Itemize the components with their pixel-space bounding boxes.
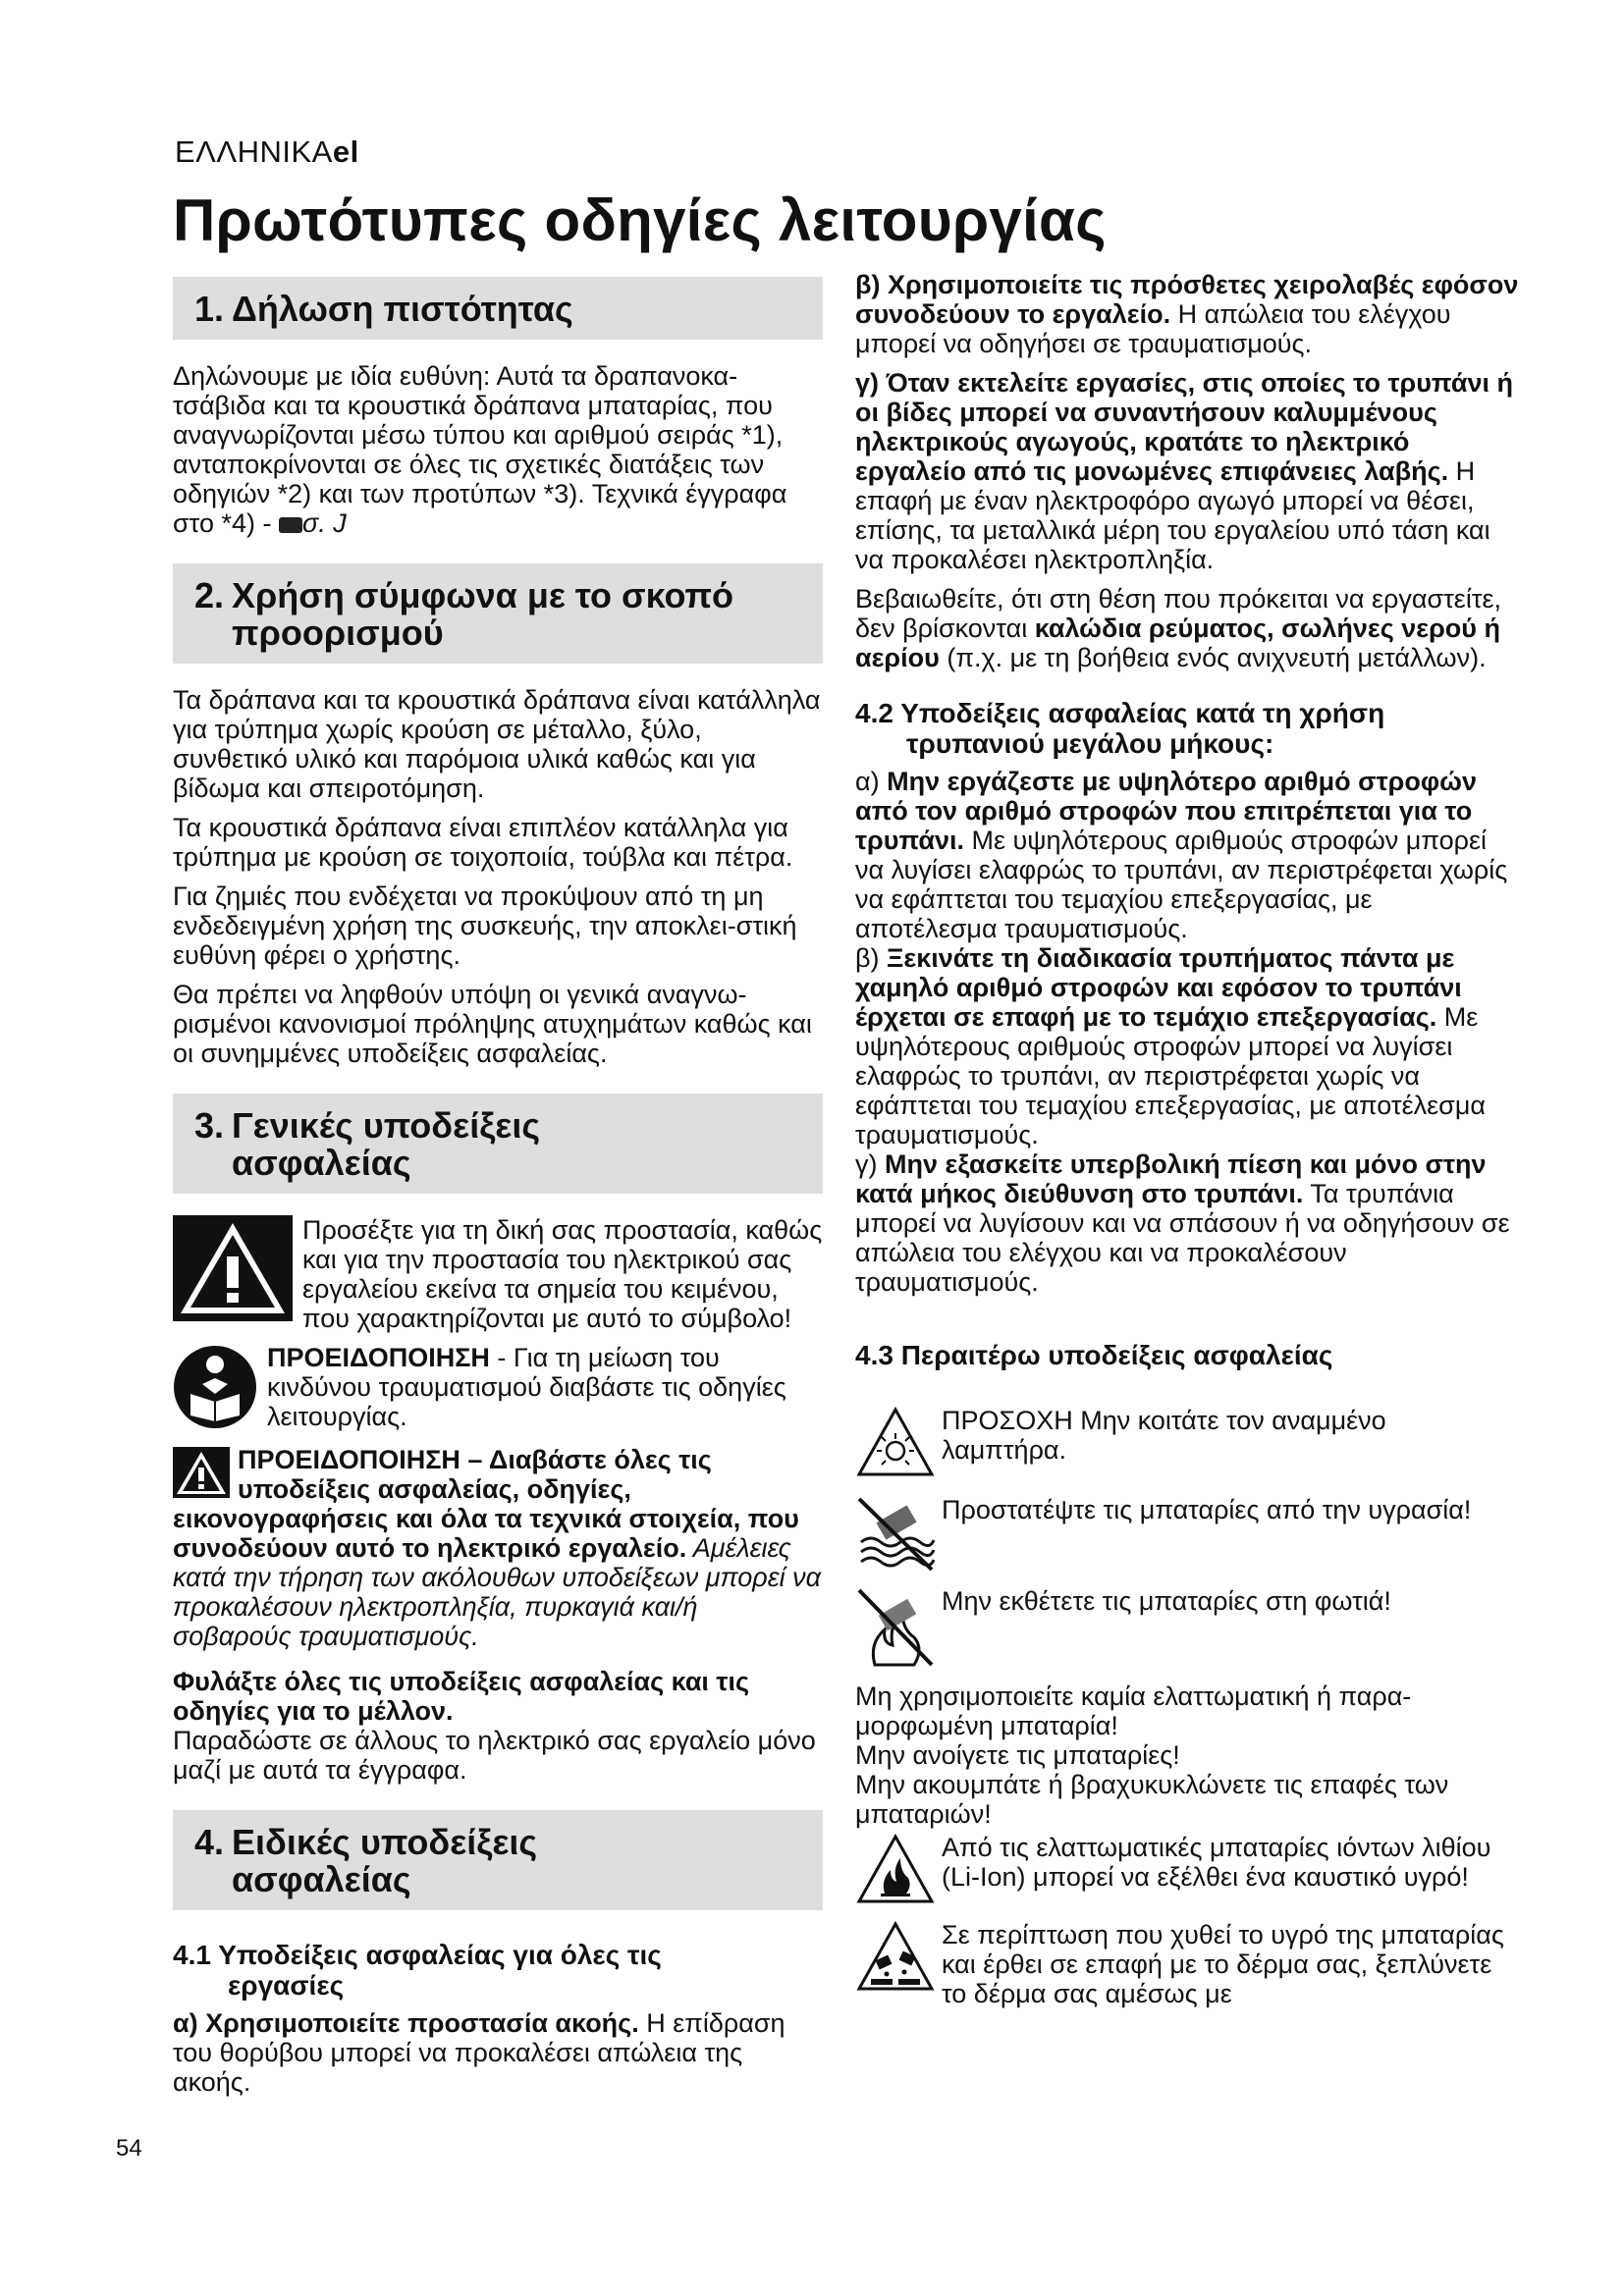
subsection-title-cont: εργασίες [228,1970,345,2001]
warning-bold-text: ΠΡΟΕΙΔΟΠΟΙΗΣΗ – Διαβάστε όλες τις υποδείξεις ασφαλείας, οδηγίες, εικονογραφήσεις και όλα τα τεχνικά στοιχεία, που συνοδεύουν αυτό το ηλεκτρικό εργαλείο. [173,1445,799,1563]
language-code: el [332,134,359,169]
check-location-paragraph [855,584,1519,672]
check-text: Βεβαιωθείτε, ότι στη θέση που πρόκειται να εργαστείτε, δεν βρίσκονται [855,584,1502,643]
section-3-heading [173,1094,823,1194]
section-title: Χρήση σύμφωνα με το σκοπό [232,575,734,615]
paragraph: Τα κρουστικά δράπανα είναι επιπλέον κατάλληλα για τρύπημα με κρούση σε τοιχοποιία, τούβλα και πέτρα. [173,813,793,872]
right-column [855,270,1519,2016]
warning-triangle-icon [173,1447,230,1504]
read-all-warning [173,1445,823,1651]
subsection-title-cont: τρυπανιού μεγάλου μήκους: [906,728,1274,759]
section-number: 4. [194,1822,225,1862]
paragraph: Θα πρέπει να ληφθούν υπόψη οι γενικά αναγνω-ρισμένοι κανονισμοί πρόληψης ατυχημάτων καθώς και οι συνημμένες υποδείξεις ασφαλείας. [173,980,812,1068]
item-bold-text: γ) Όταν εκτελείτε εργασίες, στις οποίες το τρυπάνι ή οι βίδες μπορεί να συναντήσουν καλυμμένους ηλεκτρικούς αγωγούς, κρατάτε το ηλεκτρικό εργαλείο από τις μονωμένες επιφάνειες λαβής. [855,368,1513,486]
left-column [173,273,823,2107]
no-water-icon [855,1495,936,1578]
subsection-4-1-heading [173,1940,823,2001]
read-manual-icon [173,1345,257,1435]
subsection-4-2-heading [855,698,1519,759]
warning-italic-text: Αμέλειες κατά την τήρηση των ακόλουθων υποδείξεων μπορεί να προκαλέσουν ηλεκτροπληξία, πυρκαγιά και/ή σοβαρούς τραυματισμούς. [173,1533,821,1651]
item-text: Η επαφή με έναν ηλεκτροφόρο αγωγό μπορεί να θέσει, επίσης, τα μεταλλικά μέρη του εργαλείου υπό τάση και να προκαλέσει ηλεκτροπληξία. [855,456,1490,574]
no-fire-icon [855,1586,936,1674]
liion-text: Από τις ελαττωματικές μπαταρίες ιόντων λιθίου (Li-Ion) μπορεί να εξέλθει ένα καυστικό υγρό! [942,1833,1491,1892]
subsection-title: Υποδείξεις ασφαλείας κατά τη χρήση [900,698,1385,728]
page-number: 54 [116,2135,142,2162]
lamp-warning-row [855,1406,1519,1485]
subsection-number: 4.1 [173,1940,211,1970]
check-bold-text: καλώδια ρεύματος, σωλήνες νερού ή αερίου [855,614,1501,672]
battery-warning-line: Μην ανοίγετε τις μπαταρίες! [855,1740,1180,1770]
section-number: 2. [194,575,225,615]
battery-warning-line: Μη χρησιμοποιείτε καμία ελαττωματική ή παρα-μορφωμένη μπαταρία! [855,1682,1412,1740]
section-title-cont: ασφαλείας [232,1143,411,1183]
language-label: ΕΛΛΗΝΙΚΑ [175,134,333,169]
lamp-warning-text [942,1406,1386,1465]
keep-text: Παραδώστε σε άλλους το ηλεκτρικό σας εργαλείο μόνο μαζί με αυτά τα έγγραφα. [173,1726,816,1785]
moisture-row [855,1495,1519,1578]
paragraph: Για ζημιές που ενδέχεται να προκύψουν από τη μη ενδεδειγμένη χρήση της συσκευής, την αποκλει-στική ευθύνη φέρει ο χρήστης. [173,881,797,970]
warning-label: ΠΡΟΕΙΔΟΠΟΙΗΣΗ [267,1343,490,1372]
corrosive-icon [855,1920,936,2000]
attention-text: Προσέξτε για τη δική σας προστασία, καθώς και για την προστασία του ηλεκτρικού σας εργαλείου εκείνα τα σημεία του κειμένου, που χαρακτηρίζονται με αυτό το σύμβολο! [302,1215,823,1333]
section-2-heading [173,563,823,664]
lamp-warning-icon [855,1406,936,1485]
keep-instructions [173,1667,823,1785]
corrosive-text: Σε περίπτωση που χυθεί το υγρό της μπαταρίας και έρθει σε επαφή με το δέρμα σας, ξεπλύνετε το δέρμα σας αμέσως με [942,1920,1504,2008]
warning-text: - Για τη μείωση του κινδύνου τραυματισμού διαβάστε τις οδηγίες λειτουργίας. [267,1343,786,1431]
attention-block [173,1215,823,1333]
subsection-number: 4.2 [855,698,893,728]
item-text: Τα τρυπάνια μπορεί να λυγίσουν και να σπάσουν ή να οδηγήσουν σε απώλεια του ελέγχου και να προκαλέσουν τραυματισμούς. [855,1179,1510,1297]
item-text: Με υψηλότερους αριθμούς στροφών μπορεί να λυγίσει ελαφρώς το τρυπάνι, αν περιστρέφεται χωρίς να εφάπτεται του τεμαχίου επεξεργασίας, με αποτέλεσμα τραυματισμούς. [855,826,1508,943]
section-number: 3. [194,1105,225,1146]
section-title-cont: ασφαλείας [232,1859,411,1899]
item-bold-text: Μην εργάζεστε με υψηλότερο αριθμό στροφών από τον αριθμό στροφών που επιτρέπεται για το τρυπάνι. [855,767,1477,855]
corrosive-row [855,1920,1519,2008]
page-title: Πρωτότυπες οδηγίες λειτουργίας [173,187,1107,253]
item-bold-text: Ξεκινάτε τη διαδικασία τρυπήματος πάντα με χαμηλό αριθμό στροφών και εφόσον το τρυπάνι έρχεται σε επαφή με το τεμάχιο επεξεργασίας. [855,943,1462,1032]
item-prefix: β) [855,943,888,973]
language-header [175,134,359,170]
lamp-text-line: λαμπτήρα. [942,1435,1067,1465]
item-bold-text: Μην εξασκείτε υπερβολική πίεση και μόνο στην κατά μήκος διεύθυνση στο τρυπάνι. [855,1149,1487,1208]
section-number: 1. [194,289,225,329]
speed-item-a [855,767,1519,943]
read-manual-warning [173,1343,823,1435]
section-title: Γενικές υποδείξεις [232,1105,541,1146]
hearing-protection-item [173,2008,823,2097]
subsection-4-3-heading: 4.3 Περαιτέρω υποδείξεις ασφαλείας [855,1340,1333,1370]
declaration-paragraph [173,361,823,538]
subsection-title: Υποδείξεις ασφαλείας για όλες τις [218,1940,662,1970]
item-text: Η απώλεια του ελέγχου μπορεί να οδηγήσει σε τραυματισμούς. [855,299,1451,358]
battery-warnings [855,1682,1519,1829]
section-1-heading [173,277,823,340]
section-title: Ειδικές υποδείξεις [232,1822,538,1862]
check-text-end: (π.χ. με τη βοήθεια ενός ανιχνευτή μετάλλων). [939,643,1487,672]
moisture-text: Προστατέψτε τις μπαταρίες από την υγρασία! [942,1495,1472,1524]
fire-row [855,1586,1519,1674]
keep-bold-text: Φυλάξτε όλες τις υποδείξεις ασφαλείας και τις οδηγίες για το μέλλον. [173,1667,750,1726]
item-prefix: γ) [855,1149,885,1179]
paragraph: Τα δράπανα και τα κρουστικά δράπανα είναι κατάλληλα για τρύπημα χωρίς κρούση σε μέταλλο, ξύλο, συνθετικό υλικό και παρόμοια υλικά καθώς και για βίδωμα και σπειροτόμηση. [173,685,821,803]
declaration-tail: σ. J [301,508,347,538]
hidden-wires-item [855,368,1519,574]
battery-warning-line: Μην ακουμπάτε ή βραχυκυκλώνετε τις επαφές των μπαταριών! [855,1770,1449,1829]
flammable-icon [855,1833,936,1912]
section-title-cont: προορισμού [232,613,444,653]
fire-text: Μην εκθέτετε τις μπαταρίες στη φωτιά! [942,1586,1391,1616]
scan-smudge [279,517,302,533]
section-title: Δήλωση πιστότητας [232,289,573,329]
handles-item [855,270,1519,358]
declaration-text: Δηλώνουμε με ιδία ευθύνη: Αυτά τα δραπανοκα-τσάβιδα και τα κρουστικά δράπανα μπαταρίας, που αναγνωρίζονται μέσω τύπου και αριθμού σειράς *1), ανταποκρίνονται σε όλες τις σχετικές διατάξεις των οδηγιών *2) και των προτύπων *3). Τεχνικά έγγραφα στο *4) - [173,361,787,538]
item-text: Η επίδραση του θορύβου μπορεί να προκαλέσει απώλεια της ακοής. [173,2008,785,2097]
section-4-heading [173,1810,823,1910]
lamp-text-line: ΠΡΟΣΟΧΗ Μην κοιτάτε τον αναμμένο [942,1406,1386,1435]
item-bold-text: α) Χρησιμοποιείτε προστασία ακοής. [173,2008,639,2038]
item-text: Με υψηλότερους αριθμούς στροφών μπορεί να λυγίσει ελαφρώς το τρυπάνι, αν περιστρέφεται χωρίς να εφάπτεται του τεμαχίου επεξεργασίας, με αποτέλεσμα τραυματισμούς. [855,1002,1487,1149]
speed-item-b [855,943,1519,1149]
pressure-item-c [855,1149,1519,1297]
warning-triangle-icon [173,1215,293,1327]
item-bold-text: β) Χρησιμοποιείτε τις πρόσθετες χειρολαβές εφόσον συνοδεύουν το εργαλείο. [855,270,1519,329]
item-prefix: α) [855,767,888,796]
liion-row [855,1833,1519,1912]
